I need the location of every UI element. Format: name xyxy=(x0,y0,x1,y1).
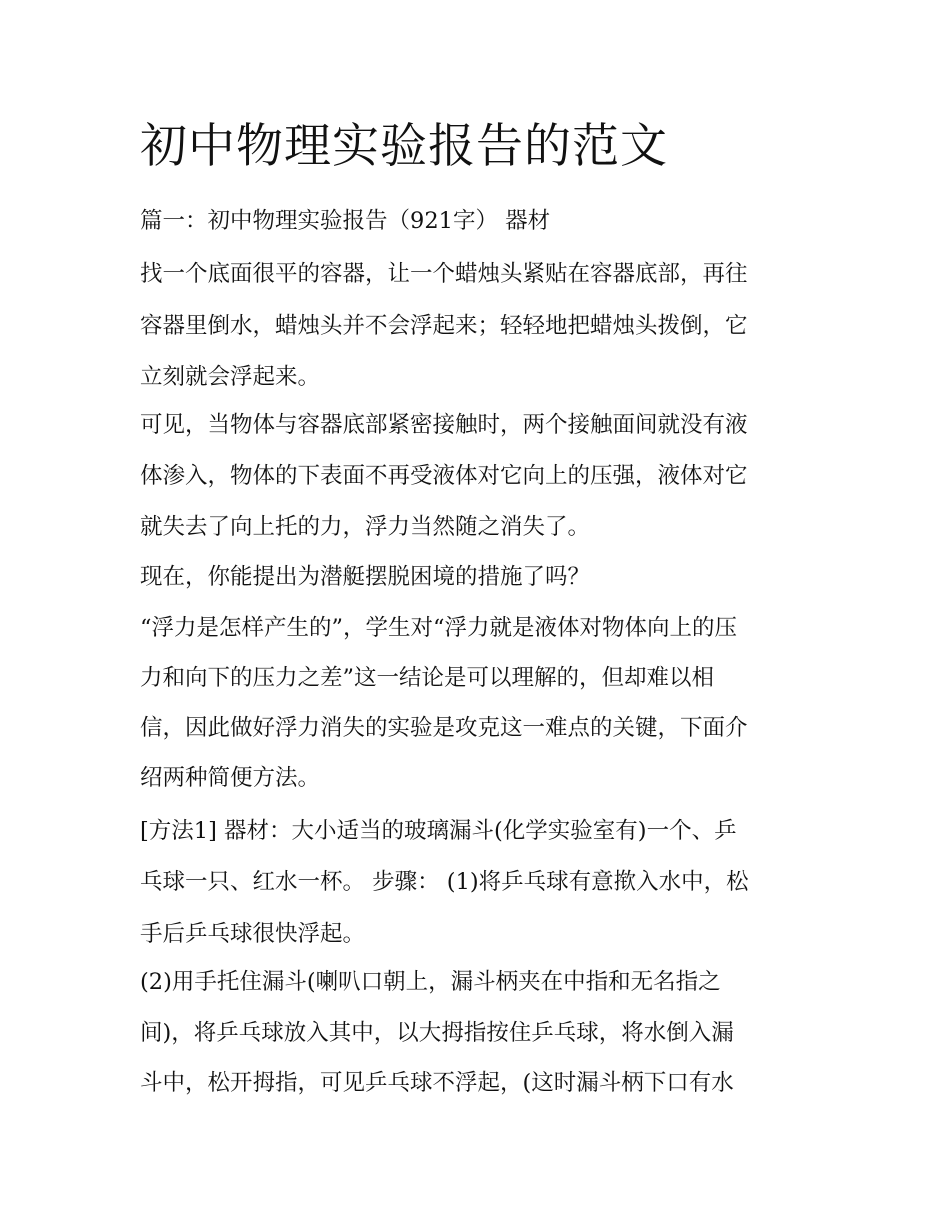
text-line: “浮力是怎样产生的”，学生对“浮力就是液体对物体向上的压 xyxy=(140,615,738,641)
text-line: 立刻就会浮起来。 xyxy=(140,364,321,390)
document-title: 初中物理实验报告的范文 xyxy=(140,119,668,174)
text-line: 就失去了向上托的力，浮力当然随之消失了。 xyxy=(140,514,591,540)
text-line: 信，因此做好浮力消失的实验是攻克这一难点的关键，下面介 xyxy=(140,715,748,741)
text-line: 乓球一只、红水一杯。 步骤： (1)将乒乓球有意揿入水中，松 xyxy=(140,869,749,895)
text-line: (2)用手托住漏斗(喇叭口朝上，漏斗柄夹在中指和无名指之 xyxy=(140,969,721,995)
text-line: 斗中，松开拇指，可见乒乓球不浮起，(这时漏斗柄下口有水 xyxy=(140,1070,734,1096)
text-line: 绍两种简便方法。 xyxy=(140,765,321,791)
text-line: 间)，将乒乓球放入其中，以大拇指按住乒乓球，将水倒入漏 xyxy=(140,1020,734,1046)
text-line: 找一个底面很平的容器，让一个蜡烛头紧贴在容器底部，再往 xyxy=(140,261,748,287)
text-line: 容器里倒水，蜡烛头并不会浮起来；轻轻地把蜡烛头拨倒，它 xyxy=(140,313,748,339)
text-line: 手后乒乓球很快浮起。 xyxy=(140,921,366,947)
text-line: [方法1] 器材：大小适当的玻璃漏斗(化学实验室有)一个、乒 xyxy=(140,818,737,844)
text-line: 力和向下的压力之差”这一结论是可以理解的，但却难以相 xyxy=(140,665,715,691)
section-heading: 篇一：初中物理实验报告（921字） 器材 xyxy=(140,208,551,234)
text-line: 体渗入，物体的下表面不再受液体对它向上的压强，液体对它 xyxy=(140,463,748,489)
text-line: 现在，你能提出为潜艇摆脱困境的措施了吗？ xyxy=(140,564,591,590)
text-line: 可见，当物体与容器底部紧密接触时，两个接触面间就没有液 xyxy=(140,412,748,438)
